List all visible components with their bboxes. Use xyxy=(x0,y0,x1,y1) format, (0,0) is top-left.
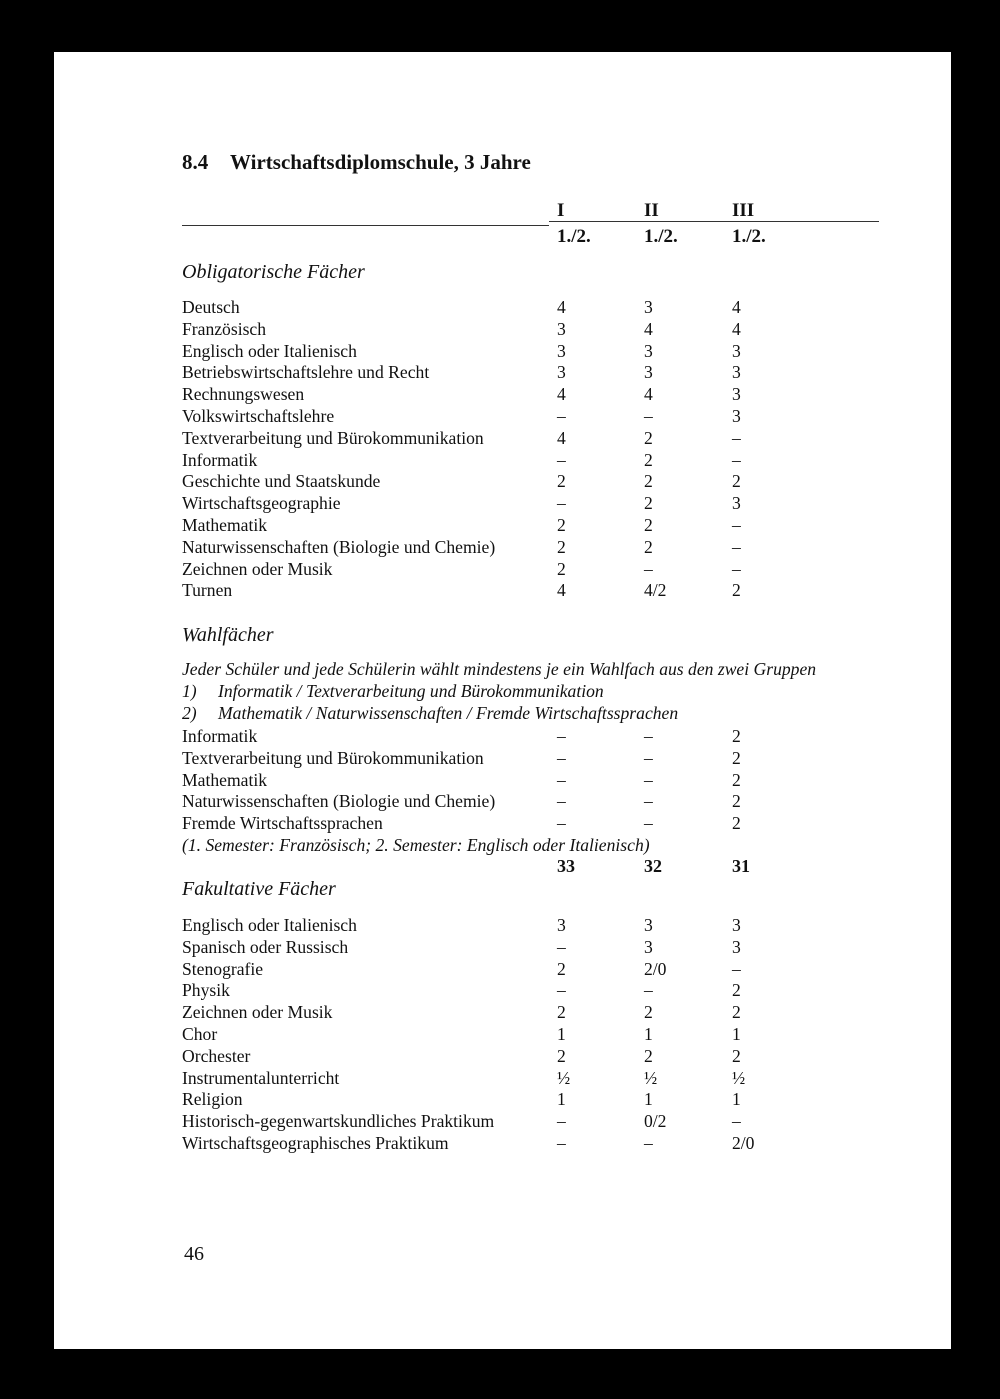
table-row xyxy=(182,514,882,536)
hours-year-1: – xyxy=(557,747,566,768)
hours-year-3: – xyxy=(732,515,741,535)
subject-name: Physik xyxy=(182,980,230,1001)
hours-year-1: ½ xyxy=(557,1067,571,1088)
hours-year-2: 1 xyxy=(644,1024,653,1044)
hours-year-1: 2 xyxy=(557,471,566,492)
wahl-footnote: (1. Semester: Französisch; 2. Semester: Englisch oder Italienisch) xyxy=(182,835,650,855)
hours-year-2: – xyxy=(644,747,653,768)
hours-year-2: 2 xyxy=(644,471,653,492)
subject-name: Spanisch oder Russisch xyxy=(182,936,349,957)
hours-year-1: – xyxy=(557,1133,566,1153)
subject-name: Fremde Wirtschaftssprachen xyxy=(182,813,383,834)
table-row xyxy=(182,340,882,362)
subject-name: Chor xyxy=(182,1024,218,1044)
subject-name: Naturwissenschaften (Biologie und Chemie) xyxy=(182,536,496,557)
hours-year-3: 2 xyxy=(732,471,741,492)
hours-year-3: – xyxy=(732,1111,741,1132)
hours-year-1: – xyxy=(557,493,566,514)
subject-name: Informatik xyxy=(182,449,258,470)
col-header-sem-2: 1./2. xyxy=(644,226,678,247)
subject-name: Französisch xyxy=(182,318,267,339)
table-row xyxy=(182,536,882,558)
document-page xyxy=(54,52,951,1349)
hours-year-1: 2 xyxy=(557,958,566,979)
table-row xyxy=(182,383,882,405)
table-row xyxy=(182,492,882,514)
hours-year-1: 3 xyxy=(557,340,566,361)
hours-year-3: 2 xyxy=(732,813,741,834)
hours-year-3: 2 xyxy=(732,791,741,812)
hours-year-3: – xyxy=(732,449,741,470)
wahl-group-2: 2) Mathematik / Naturwissenschaften / Fremde Wirtschaftssprachen xyxy=(182,703,679,723)
table-row xyxy=(182,1001,882,1023)
hours-year-2: 3 xyxy=(644,362,653,383)
table-row xyxy=(182,427,882,449)
hours-year-2: 2 xyxy=(644,1045,653,1066)
hours-year-1: 2 xyxy=(557,1002,566,1023)
hours-year-2: 3 xyxy=(644,297,653,317)
wahl-group-1: 1) Informatik / Textverarbeitung und Bürokommunikation xyxy=(182,681,604,701)
subject-name: Englisch oder Italienisch xyxy=(182,340,357,361)
subject-name: Volkswirtschaftslehre xyxy=(182,406,335,426)
hours-year-1: 4 xyxy=(557,384,566,405)
table-row xyxy=(182,449,882,471)
section-title: Wirtschaftsdiplomschule, 3 Jahre xyxy=(230,150,531,174)
hours-year-1: 4 xyxy=(557,427,566,448)
table-row xyxy=(182,747,882,769)
subject-name: Zeichnen oder Musik xyxy=(182,558,333,579)
table-row xyxy=(182,1132,882,1154)
hours-year-3: 2 xyxy=(732,726,741,746)
hours-year-2: 0/2 xyxy=(644,1111,667,1132)
hours-year-2: – xyxy=(644,980,653,1001)
subject-name: Zeichnen oder Musik xyxy=(182,1002,333,1023)
table-row xyxy=(182,470,882,492)
hours-year-2: 3 xyxy=(644,936,653,957)
hours-year-2: ½ xyxy=(644,1067,658,1088)
col-header-year-3: III xyxy=(732,200,755,221)
hours-year-2: 3 xyxy=(644,915,653,935)
hours-year-2: – xyxy=(644,558,653,579)
hours-year-1: 4 xyxy=(557,580,566,601)
hours-year-2: 2 xyxy=(644,536,653,557)
hours-year-1: – xyxy=(557,726,566,746)
hours-year-1: 2 xyxy=(557,536,566,557)
table-row xyxy=(182,769,882,791)
hours-year-2: 2 xyxy=(644,449,653,470)
hours-year-3: 3 xyxy=(732,915,741,935)
table-row xyxy=(182,579,882,601)
col-header-sem-3: 1./2. xyxy=(732,226,766,247)
hours-year-2: 4/2 xyxy=(644,580,667,601)
hours-year-3: 3 xyxy=(732,406,741,426)
table-row xyxy=(182,405,882,427)
hours-year-1: 1 xyxy=(557,1024,566,1044)
hours-year-1: – xyxy=(557,936,566,957)
table-row xyxy=(182,790,882,812)
hours-year-3: 2 xyxy=(732,747,741,768)
total-year-3: 31 xyxy=(732,856,750,876)
section-number: 8.4 xyxy=(182,150,209,174)
hours-year-3: 2/0 xyxy=(732,1133,755,1153)
hours-year-3: – xyxy=(732,536,741,557)
subject-name: Turnen xyxy=(182,580,233,601)
hours-year-3: 2 xyxy=(732,769,741,790)
table-row xyxy=(182,1023,882,1045)
table-row xyxy=(182,958,882,980)
section-title-fakultativ: Fakultative Fächer xyxy=(182,878,336,900)
subject-name: Naturwissenschaften (Biologie und Chemie) xyxy=(182,791,496,812)
hours-year-1: – xyxy=(557,980,566,1001)
subject-name: Mathematik xyxy=(182,769,268,790)
hours-year-2: 2 xyxy=(644,493,653,514)
hours-year-1: 3 xyxy=(557,915,566,935)
hours-year-3: 1 xyxy=(732,1089,741,1110)
hours-year-2: 2 xyxy=(644,515,653,535)
subject-name: Wirtschaftsgeographisches Praktikum xyxy=(182,1133,449,1153)
hours-year-2: 4 xyxy=(644,384,653,405)
hours-year-1: – xyxy=(557,791,566,812)
hours-year-1: 3 xyxy=(557,362,566,383)
subject-name: Mathematik xyxy=(182,515,268,535)
hours-year-3: 3 xyxy=(732,340,741,361)
col-header-sem-1: 1./2. xyxy=(557,226,591,247)
hours-year-3: 4 xyxy=(732,297,741,317)
table-row xyxy=(182,979,882,1001)
table-row xyxy=(182,296,882,318)
hours-year-2: – xyxy=(644,1133,653,1153)
hours-year-1: 2 xyxy=(557,1045,566,1066)
subject-name: Religion xyxy=(182,1089,243,1110)
hours-year-2: 1 xyxy=(644,1089,653,1110)
subject-name: Textverarbeitung und Bürokommunikation xyxy=(182,427,484,448)
subject-name: Geschichte und Staatskunde xyxy=(182,471,381,492)
header-rule-left xyxy=(182,225,549,226)
section-heading xyxy=(182,150,531,175)
hours-year-1: 4 xyxy=(557,297,566,317)
hours-year-1: – xyxy=(557,769,566,790)
hours-year-1: 2 xyxy=(557,515,566,535)
subject-name: Instrumentalunterricht xyxy=(182,1067,340,1088)
hours-year-3: 1 xyxy=(732,1024,741,1044)
hours-year-1: – xyxy=(557,449,566,470)
subject-name: Historisch-gegenwartskundliches Praktikum xyxy=(182,1111,495,1132)
subject-name: Informatik xyxy=(182,726,258,746)
subject-name: Deutsch xyxy=(182,297,240,317)
col-header-year-1: I xyxy=(557,200,565,221)
hours-year-1: 2 xyxy=(557,558,566,579)
total-year-2: 32 xyxy=(644,856,662,876)
hours-year-3: 2 xyxy=(732,980,741,1001)
hours-year-1: 3 xyxy=(557,318,566,339)
hours-year-3: 2 xyxy=(732,580,741,601)
subject-name: Stenografie xyxy=(182,958,264,979)
subject-name: Rechnungswesen xyxy=(182,384,305,405)
table-row xyxy=(182,361,882,383)
total-year-1: 33 xyxy=(557,856,575,876)
hours-year-3: ½ xyxy=(732,1067,746,1088)
hours-year-2: – xyxy=(644,791,653,812)
hours-year-3: 2 xyxy=(732,1002,741,1023)
hours-year-2: – xyxy=(644,406,653,426)
table-row xyxy=(182,318,882,340)
page-number: 46 xyxy=(184,1243,204,1265)
table-row xyxy=(182,812,882,834)
hours-year-1: – xyxy=(557,813,566,834)
hours-year-2: 4 xyxy=(644,318,653,339)
table-row xyxy=(182,725,882,747)
hours-year-1: 1 xyxy=(557,1089,566,1110)
header-rule-right xyxy=(549,221,879,222)
wahl-note: Jeder Schüler und jede Schülerin wählt mindestens je ein Wahlfach aus den zwei Gruppen xyxy=(182,659,817,679)
subject-name: Wirtschaftsgeographie xyxy=(182,493,341,514)
hours-year-3: 3 xyxy=(732,493,741,514)
hours-year-1: – xyxy=(557,406,566,426)
subject-name: Textverarbeitung und Bürokommunikation xyxy=(182,747,484,768)
hours-year-2: – xyxy=(644,769,653,790)
hours-year-2: 2 xyxy=(644,427,653,448)
hours-year-2: – xyxy=(644,726,653,746)
section-title-obligatorisch: Obligatorische Fächer xyxy=(182,261,365,283)
section-title-wahlfaecher: Wahlfächer xyxy=(182,624,274,646)
hours-year-3: 3 xyxy=(732,362,741,383)
table-row xyxy=(182,1110,882,1132)
col-header-year-2: II xyxy=(644,200,659,221)
subject-name: Orchester xyxy=(182,1045,251,1066)
totals-row xyxy=(182,856,882,878)
table-row xyxy=(182,1088,882,1110)
hours-year-3: – xyxy=(732,958,741,979)
table-row xyxy=(182,1067,882,1089)
hours-year-3: – xyxy=(732,558,741,579)
table-row xyxy=(182,1045,882,1067)
hours-year-3: 3 xyxy=(732,936,741,957)
hours-year-1: – xyxy=(557,1111,566,1132)
hours-year-3: 2 xyxy=(732,1045,741,1066)
hours-year-3: 4 xyxy=(732,318,741,339)
table-row xyxy=(182,936,882,958)
hours-year-2: 2 xyxy=(644,1002,653,1023)
subject-name: Betriebswirtschaftslehre und Recht xyxy=(182,362,430,383)
hours-year-2: 3 xyxy=(644,340,653,361)
hours-year-2: 2/0 xyxy=(644,958,667,979)
table-row xyxy=(182,558,882,580)
subject-name: Englisch oder Italienisch xyxy=(182,915,357,935)
table-row xyxy=(182,914,882,936)
hours-year-3: – xyxy=(732,427,741,448)
hours-year-3: 3 xyxy=(732,384,741,405)
hours-year-2: – xyxy=(644,813,653,834)
